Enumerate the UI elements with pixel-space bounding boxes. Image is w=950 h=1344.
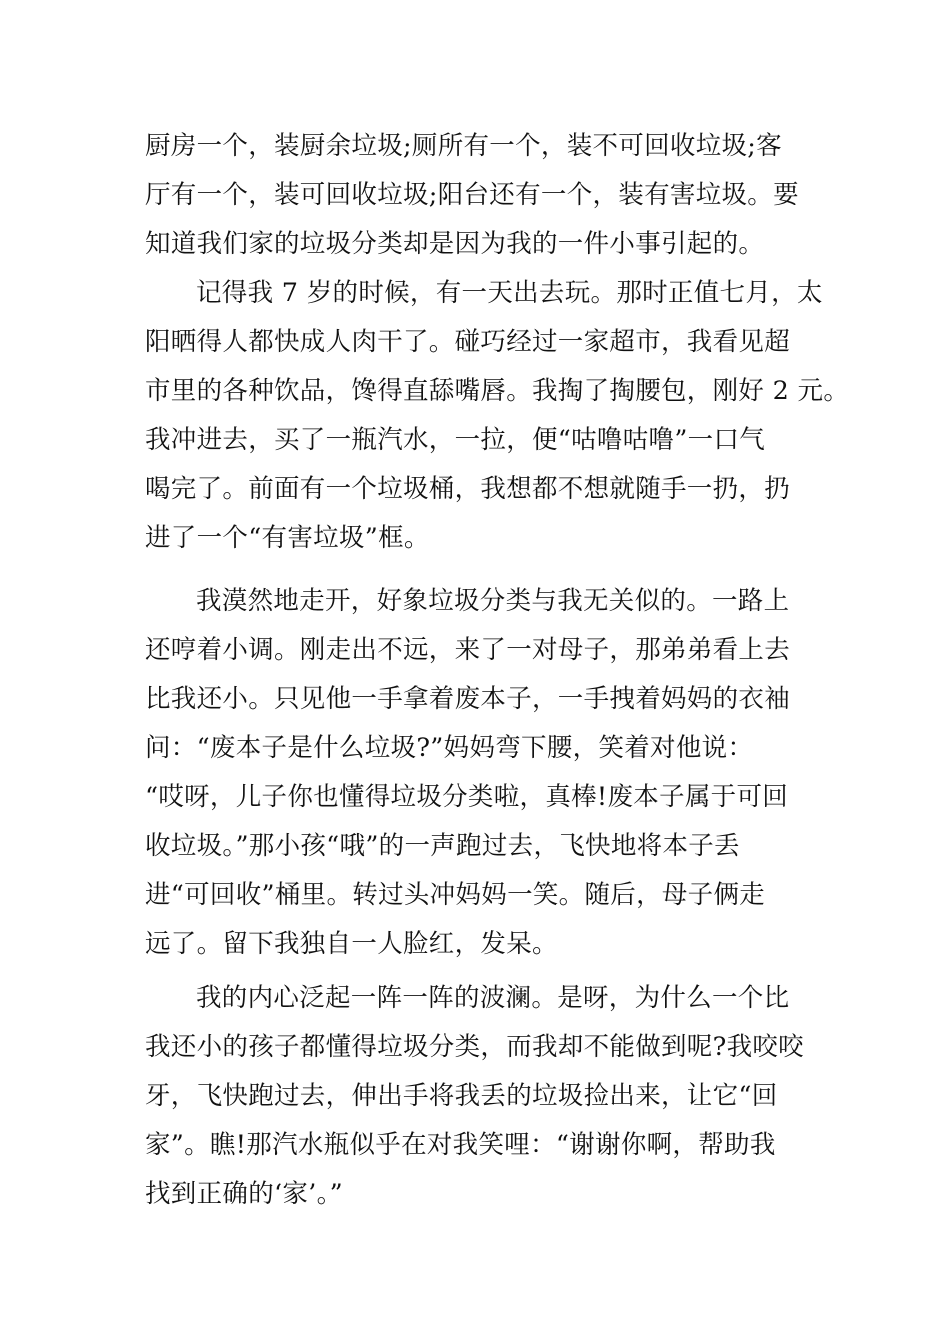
text-line: 收垃圾。”那小孩“哦”的一声跑过去，飞快地将本子丢 [145, 831, 740, 861]
paragraph-start-line: 记得我 7 岁的时候，有一天出去玩。那时正值七月，太 [196, 278, 823, 308]
text-line: “哎呀，儿子你也懂得垃圾分类啦，真棒!废本子属于可回 [145, 782, 789, 812]
text-line: 牙，飞快跑过去，伸出手将我丢的垃圾捡出来，让它“回 [145, 1081, 778, 1111]
text-line: 进了一个“有害垃圾”框。 [145, 523, 430, 553]
text-line: 找到正确的‘家’。” [145, 1179, 343, 1209]
text-line: 进“可回收”桶里。转过头冲妈妈一笑。随后，母子俩走 [145, 880, 766, 910]
paragraph-start-line: 我漠然地走开，好象垃圾分类与我无关似的。一路上 [196, 586, 790, 616]
text-line: 厅有一个，装可回收垃圾;阳台还有一个，装有害垃圾。要 [145, 180, 799, 210]
text-line: 知道我们家的垃圾分类却是因为我的一件小事引起的。 [145, 229, 765, 259]
text-line: 家”。瞧!那汽水瓶似乎在对我笑哩：“谢谢你啊，帮助我 [145, 1130, 776, 1160]
text-line: 问：“废本子是什么垃圾?”妈妈弯下腰，笑着对他说： [145, 733, 754, 763]
text-line: 市里的各种饮品，馋得直舔嘴唇。我掏了掏腰包，刚好 2 元。 [145, 376, 850, 406]
text-line: 喝完了。前面有一个垃圾桶，我想都不想就随手一扔，扔 [145, 474, 791, 504]
text-line: 我还小的孩子都懂得垃圾分类，而我却不能做到呢?我咬咬 [145, 1032, 804, 1062]
text-line: 比我还小。只见他一手拿着废本子，一手拽着妈妈的衣袖 [145, 684, 791, 714]
text-line: 厨房一个，装厨余垃圾;厕所有一个，装不可回收垃圾;客 [145, 131, 782, 161]
paragraph-start-line: 我的内心泛起一阵一阵的波澜。是呀，为什么一个比 [196, 983, 790, 1013]
text-line: 还哼着小调。刚走出不远，来了一对母子，那弟弟看上去 [145, 635, 791, 665]
text-line: 远了。留下我独自一人脸红，发呆。 [145, 929, 558, 959]
text-line: 阳晒得人都快成人肉干了。碰巧经过一家超市，我看见超 [145, 327, 791, 357]
text-line: 我冲进去，买了一瓶汽水，一拉，便“咕噜咕噜”一口气 [145, 425, 766, 455]
